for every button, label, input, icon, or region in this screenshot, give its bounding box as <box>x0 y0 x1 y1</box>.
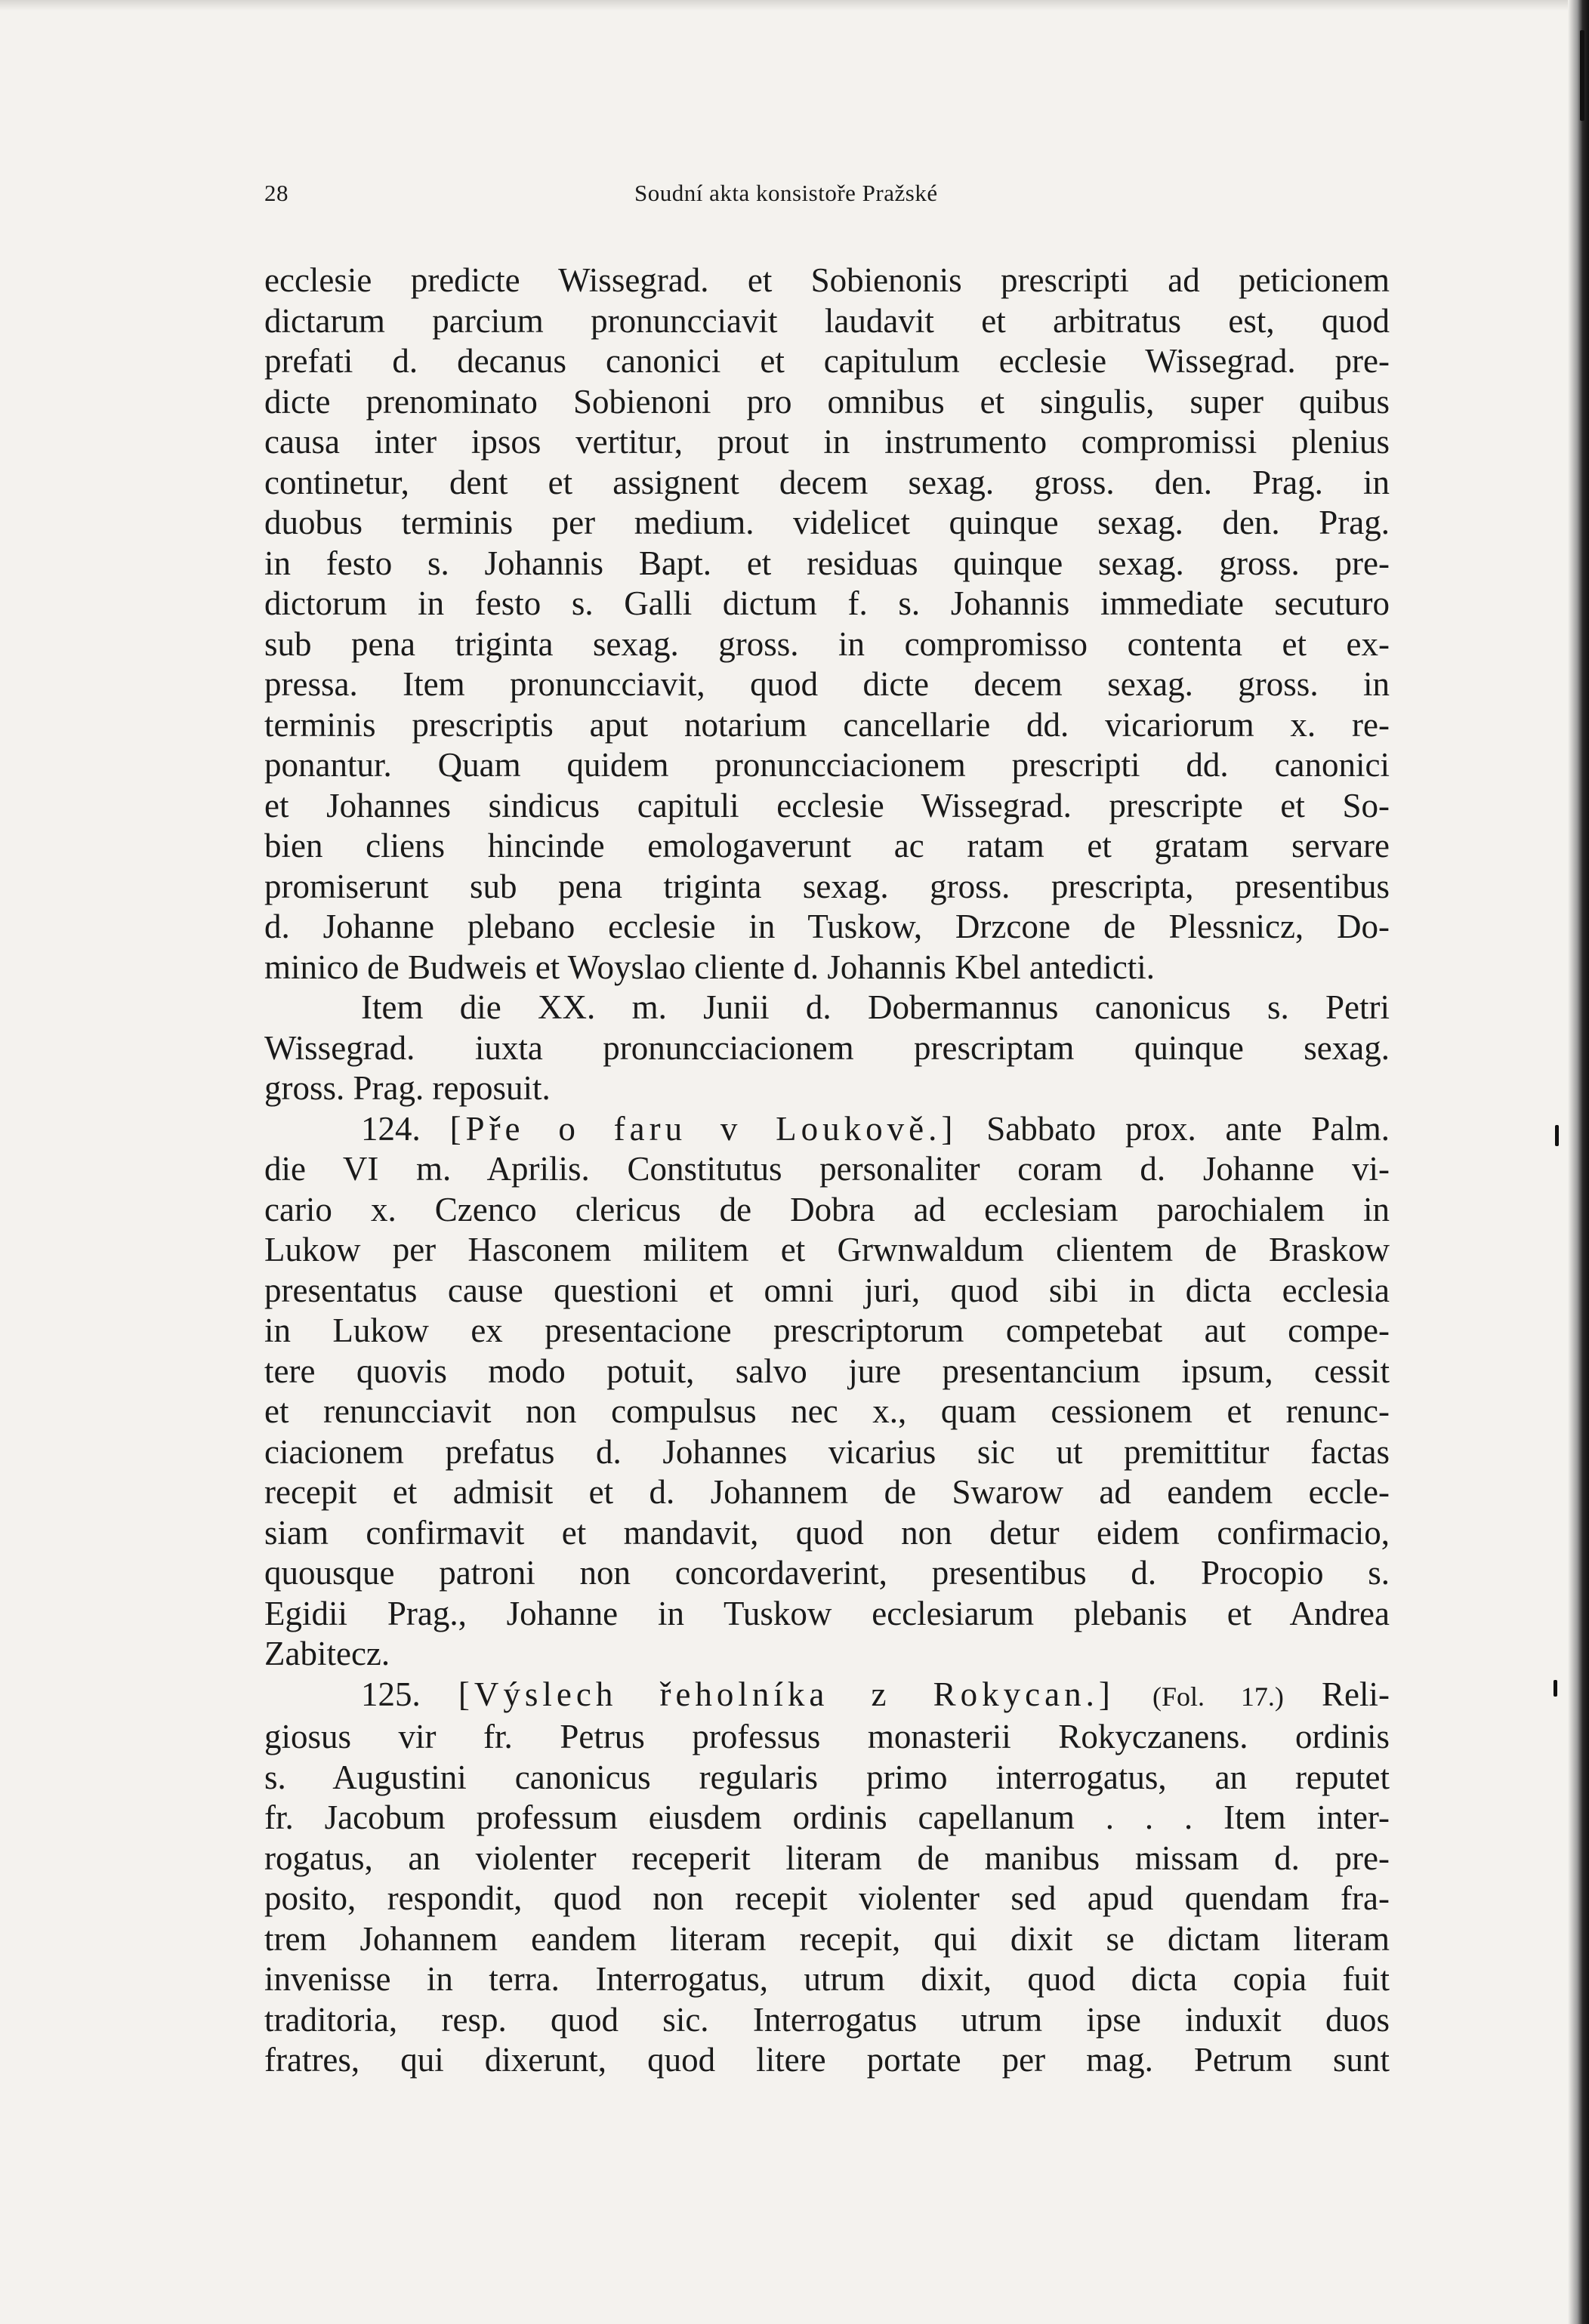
text-line: sub pena triginta sexag. gross. in compromisso contenta et ex- <box>264 624 1390 663</box>
text-line: giosus vir fr. Petrus professus monasterii Rokyczanens. ordinis <box>264 1718 1390 1755</box>
text-line: Egidii Prag., Johanne in Tuskow ecclesiarum plebanis et Andrea <box>264 1594 1390 1632</box>
text-line: Wissegrad. iuxta pronuncciacionem prescriptam quinque sexag. <box>264 1028 1390 1067</box>
text-line: trem Johannem eandem literam recepit, qui dixit se dictam literam <box>264 1919 1390 1958</box>
scan-edge-mark <box>1580 30 1584 121</box>
text-line: posito, respondit, quod non recepit violenter sed apud quendam fra- <box>264 1879 1390 1917</box>
text-line: recepit et admisit et d. Johannem de Swarow ad eandem eccle- <box>264 1473 1390 1511</box>
text-line: continetur, dent et assignent decem sexag. gross. den. Prag. in <box>264 463 1390 501</box>
text-line: ciacionem prefatus d. Johannes vicarius sic ut premittitur factas <box>264 1432 1390 1471</box>
text-line: bien cliens hincinde emologaverunt ac ratam et gratam servare <box>264 827 1390 865</box>
text-line: et Johannes sindicus capituli ecclesie Wissegrad. prescripte et So- <box>264 786 1390 824</box>
text-line: siam confirmavit et mandavit, quod non detur eidem confirmacio, <box>264 1513 1390 1552</box>
text-segment: Reli- <box>1322 1675 1390 1713</box>
text-line: fr. Jacobum professum eiusdem ordinis capellanum . . . Item inter- <box>264 1798 1390 1836</box>
text-line: quousque patroni non concordaverint, presentibus d. Procopio s. <box>264 1554 1390 1592</box>
scan-binding-shadow <box>1568 0 1589 2324</box>
text-line: gross. Prag. reposuit. <box>264 1069 551 1107</box>
text-line: prefati d. decanus canonici et capitulum ecclesie Wissegrad. pre- <box>264 342 1390 380</box>
entry-number: 125. <box>361 1675 421 1713</box>
text-line: minico de Budweis et Woyslao cliente d. Johannis Kbel antedicti. <box>264 948 1155 986</box>
entry-number: 124. <box>361 1109 421 1148</box>
margin-mark <box>1555 1125 1559 1146</box>
entry-125-first-line <box>264 1675 1390 1718</box>
text-line: causa inter ipsos vertitur, prout in instrumento compromissi plenius <box>264 423 1390 461</box>
entry-heading: [Pře o faru v Loukově.] <box>449 1109 958 1148</box>
text-line: s. Augustini canonicus regularis primo interrogatus, an reputet <box>264 1758 1390 1796</box>
text-line: rogatus, an violenter receperit literam de manibus missam d. pre- <box>264 1839 1390 1877</box>
text-line: et renuncciavit non compulsus nec x., quam cessionem et renunc- <box>264 1392 1390 1430</box>
text-line: dictorum in festo s. Galli dictum f. s. Johannis immediate secuturo <box>264 584 1390 622</box>
margin-mark <box>1554 1680 1557 1697</box>
text-line: in Lukow ex presentacione prescriptorum competebat aut compe- <box>264 1311 1390 1349</box>
text-line: tere quovis modo potuit, salvo jure presentancium ipsum, cessit <box>264 1352 1390 1390</box>
text-line: promiserunt sub pena triginta sexag. gross. prescripta, presentibus <box>264 867 1390 905</box>
entry-124-first-line <box>264 1109 1390 1150</box>
text-line: Lukow per Hasconem militem et Grwnwaldum clientem de Braskow <box>264 1231 1390 1268</box>
text-line: Item die XX. m. Junii d. Dobermannus canonicus s. Petri <box>361 988 1390 1026</box>
text-line: terminis prescriptis aput notarium cancellarie dd. vicariorum x. re- <box>264 705 1390 744</box>
body-text <box>264 260 1390 2081</box>
text-line: die VI m. Aprilis. Constitutus personaliter coram d. Johanne vi- <box>264 1150 1390 1188</box>
text-line: Zabitecz. <box>264 1635 390 1672</box>
entry-heading: [Výslech řeholníka z Rokycan.] <box>458 1675 1115 1713</box>
text-line: dicte prenominato Sobienoni pro omnibus et singulis, super quibus <box>264 382 1390 421</box>
text-line: ecclesie predicte Wissegrad. et Sobienonis prescripti ad peticionem <box>264 261 1390 299</box>
text-line: invenisse in terra. Interrogatus, utrum dixit, quod dicta copia fuit <box>264 1960 1390 1998</box>
running-title: Soudní akta konsistoře Pražské <box>634 180 938 206</box>
text-line: presentatus cause questioni et omni juri, quod sibi in dicta ecclesia <box>264 1271 1390 1309</box>
text-segment: Sabbato prox. ante Palm. <box>986 1109 1390 1148</box>
running-head <box>264 180 1397 210</box>
text-line: in festo s. Johannis Bapt. et residuas quinque sexag. gross. pre- <box>264 544 1390 582</box>
text-line: d. Johanne plebano ecclesie in Tuskow, Drzcone de Plessnicz, Do- <box>264 908 1390 945</box>
text-line: pressa. Item pronuncciavit, quod dicte decem sexag. gross. in <box>264 665 1390 703</box>
text-line: dictarum parcium pronuncciavit laudavit et arbitratus est, quod <box>264 301 1390 340</box>
text-line: duobus terminis per medium. videlicet quinque sexag. den. Prag. <box>264 504 1390 541</box>
text-line: cario x. Czenco clericus de Dobra ad ecclesiam parochialem in <box>264 1190 1390 1228</box>
folio-reference: (Fol. 17.) <box>1152 1681 1284 1712</box>
scan-top-edge <box>0 0 1589 11</box>
text-line: fratres, qui dixerunt, quod litere portate per mag. Petrum sunt <box>264 2041 1390 2079</box>
page-number: 28 <box>264 180 288 206</box>
text-line: traditoria, resp. quod sic. Interrogatus utrum ipse induxit duos <box>264 2000 1390 2039</box>
text-line: ponantur. Quam quidem pronuncciacionem prescripti dd. canonici <box>264 746 1390 784</box>
